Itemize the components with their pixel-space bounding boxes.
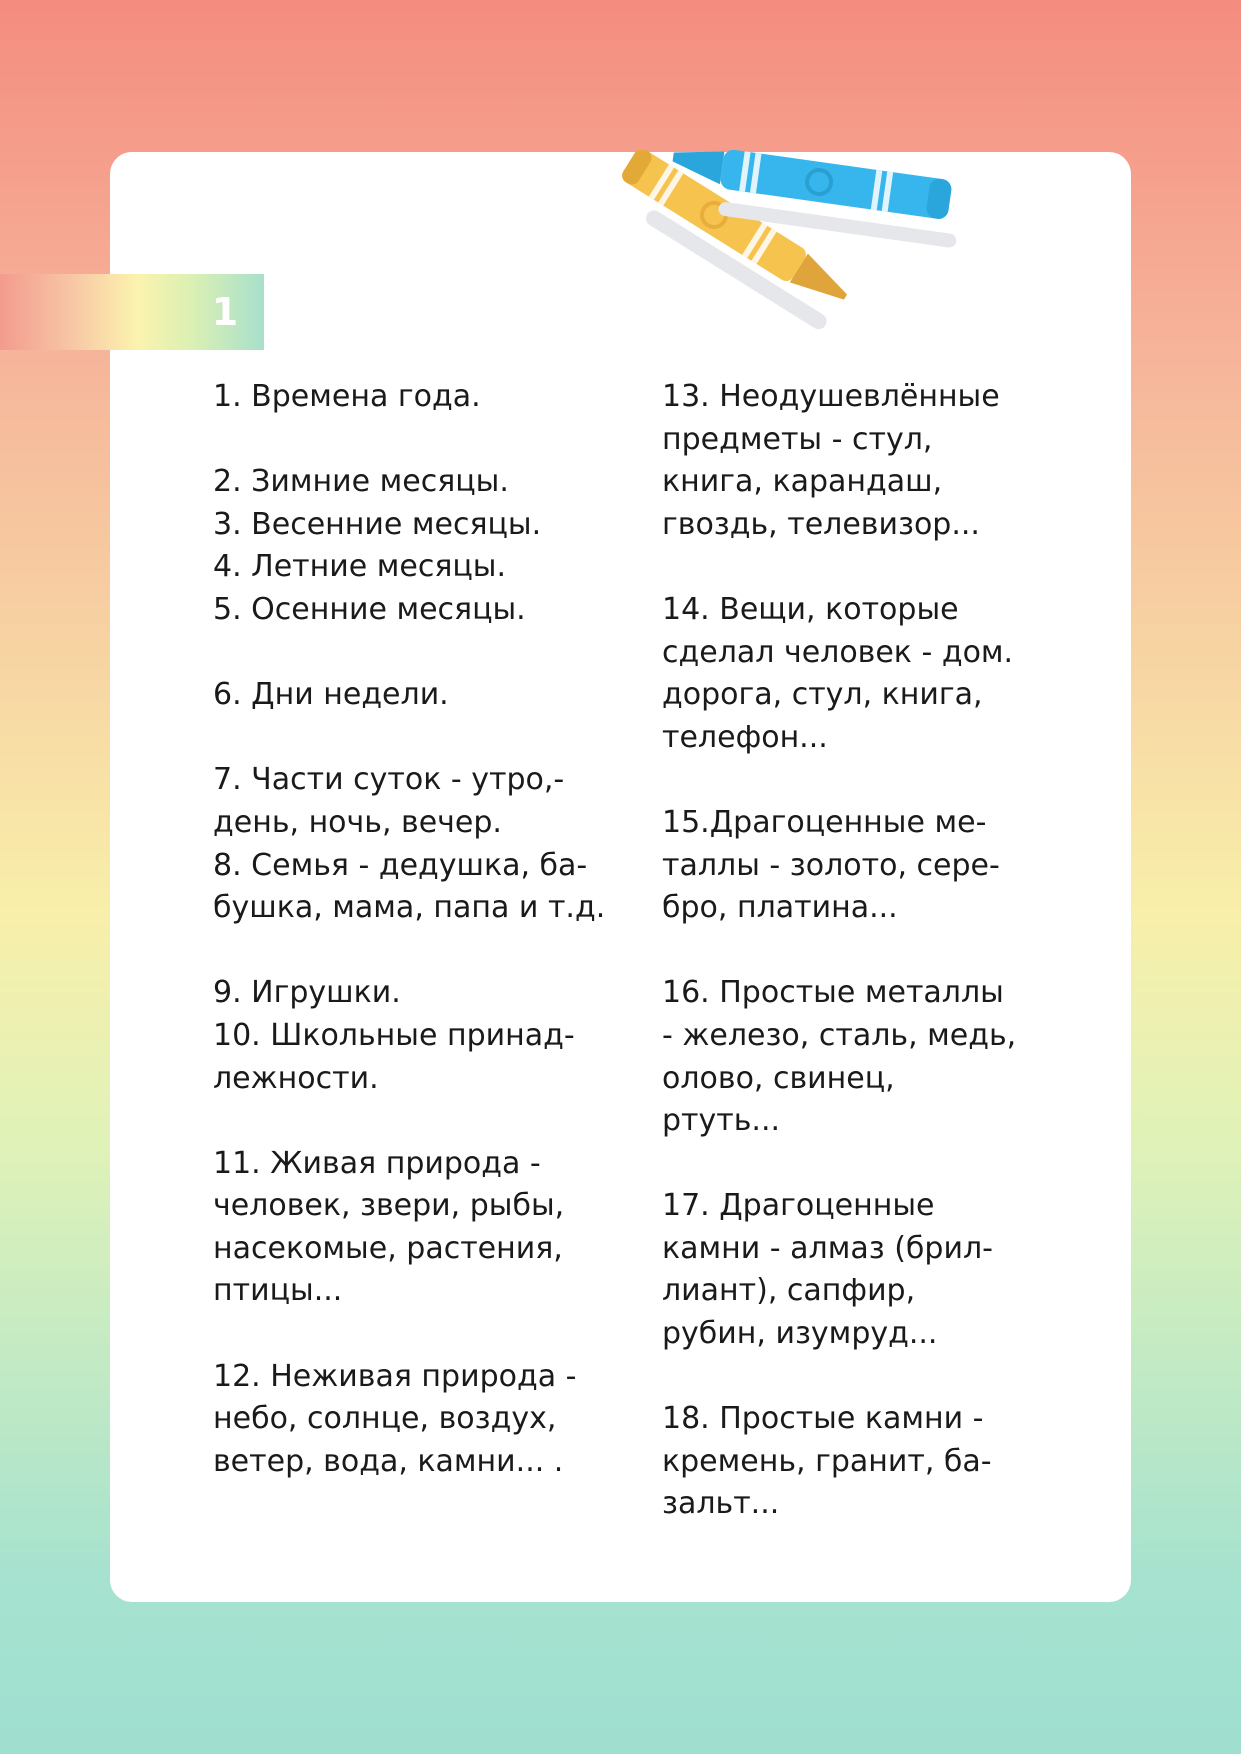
list-item-line: птицы...: [213, 1273, 343, 1309]
list-item: [213, 1015, 633, 1100]
page-number: 1: [211, 290, 239, 334]
list-item: [662, 1185, 1082, 1355]
list-item: [213, 376, 633, 419]
list-item-line: предметы - стул,: [662, 421, 933, 457]
list-item: [662, 1398, 1082, 1526]
list-item-line: 2. Зимние месяцы.: [213, 464, 509, 500]
list-item-line: 11. Живая природа -: [213, 1145, 541, 1181]
list-item-line: человек, звери, рыбы,: [213, 1188, 565, 1224]
list-item: [213, 759, 633, 844]
list-item-line: бушка, мама, папа и т.д.: [213, 890, 606, 926]
list-item: [662, 589, 1082, 759]
list-item-line: 4. Летние месяцы.: [213, 549, 507, 585]
list-item-line: насекомые, растения,: [213, 1230, 563, 1266]
list-item-line: олово, свинец,: [662, 1060, 895, 1096]
list-item-line: 12. Неживая природа -: [213, 1358, 577, 1394]
list-item-line: день, ночь, вечер.: [213, 804, 502, 840]
list-item-line: 8. Семья - дедушка, ба-: [213, 847, 588, 883]
list-item-line: кремень, гранит, ба-: [662, 1443, 992, 1479]
right-column: [662, 376, 1082, 1526]
list-item-line: сделал человек - дом.: [662, 634, 1014, 670]
list-item-line: таллы - золото, сере-: [662, 847, 1000, 883]
list-item-line: 6. Дни недели.: [213, 677, 449, 713]
list-item: [213, 504, 633, 547]
list-item-line: - железо, сталь, медь,: [662, 1017, 1017, 1053]
list-item: [662, 972, 1082, 1142]
list-item-line: 3. Весенние месяцы.: [213, 506, 542, 542]
list-item-line: рубин, изумруд...: [662, 1316, 938, 1352]
list-item-line: 15.Драгоценные ме-: [662, 804, 987, 840]
list-item: [662, 376, 1082, 546]
list-item-line: камни - алмаз (брил-: [662, 1230, 993, 1266]
list-item-line: книга, карандаш,: [662, 464, 943, 500]
list-item: [662, 802, 1082, 930]
list-item-line: 7. Части суток - утро,-: [213, 762, 565, 798]
list-item-line: лежности.: [213, 1060, 379, 1096]
list-item-line: ртуть...: [662, 1103, 781, 1139]
list-item: [213, 972, 633, 1015]
list-item-line: 14. Вещи, которые: [662, 591, 959, 627]
list-item-line: небо, солнце, воздух,: [213, 1401, 557, 1437]
list-item-line: 9. Игрушки.: [213, 975, 401, 1011]
list-item-line: лиант), сапфир,: [662, 1273, 916, 1309]
list-item-line: 13. Неодушевлённые: [662, 379, 1000, 414]
list-item-line: 16. Простые металлы: [662, 975, 1004, 1011]
list-item-line: 10. Школьные принад-: [213, 1017, 575, 1053]
list-item: [213, 589, 633, 632]
list-item-line: 18. Простые камни -: [662, 1401, 984, 1437]
list-item-line: 17. Драгоценные: [662, 1188, 935, 1224]
list-item: [213, 674, 633, 717]
list-item-line: 1. Времена года.: [213, 379, 481, 414]
list-item: [213, 461, 633, 504]
list-item: [213, 845, 633, 930]
list-item-line: зальт...: [662, 1486, 780, 1522]
list-item-line: телефон...: [662, 719, 828, 755]
list-item-line: бро, платина...: [662, 890, 898, 926]
list-item-line: дорога, стул, книга,: [662, 677, 983, 713]
list-item-line: 5. Осенние месяцы.: [213, 591, 526, 627]
list-item: [213, 546, 633, 589]
list-item-line: ветер, вода, камни... .: [213, 1443, 564, 1479]
crayons-icon: [590, 150, 1040, 350]
left-column: [213, 376, 633, 1483]
list-item-line: гвоздь, телевизор...: [662, 506, 980, 542]
list-item: [213, 1356, 633, 1484]
page-number-tab: [0, 274, 264, 350]
list-item: [213, 1143, 633, 1313]
